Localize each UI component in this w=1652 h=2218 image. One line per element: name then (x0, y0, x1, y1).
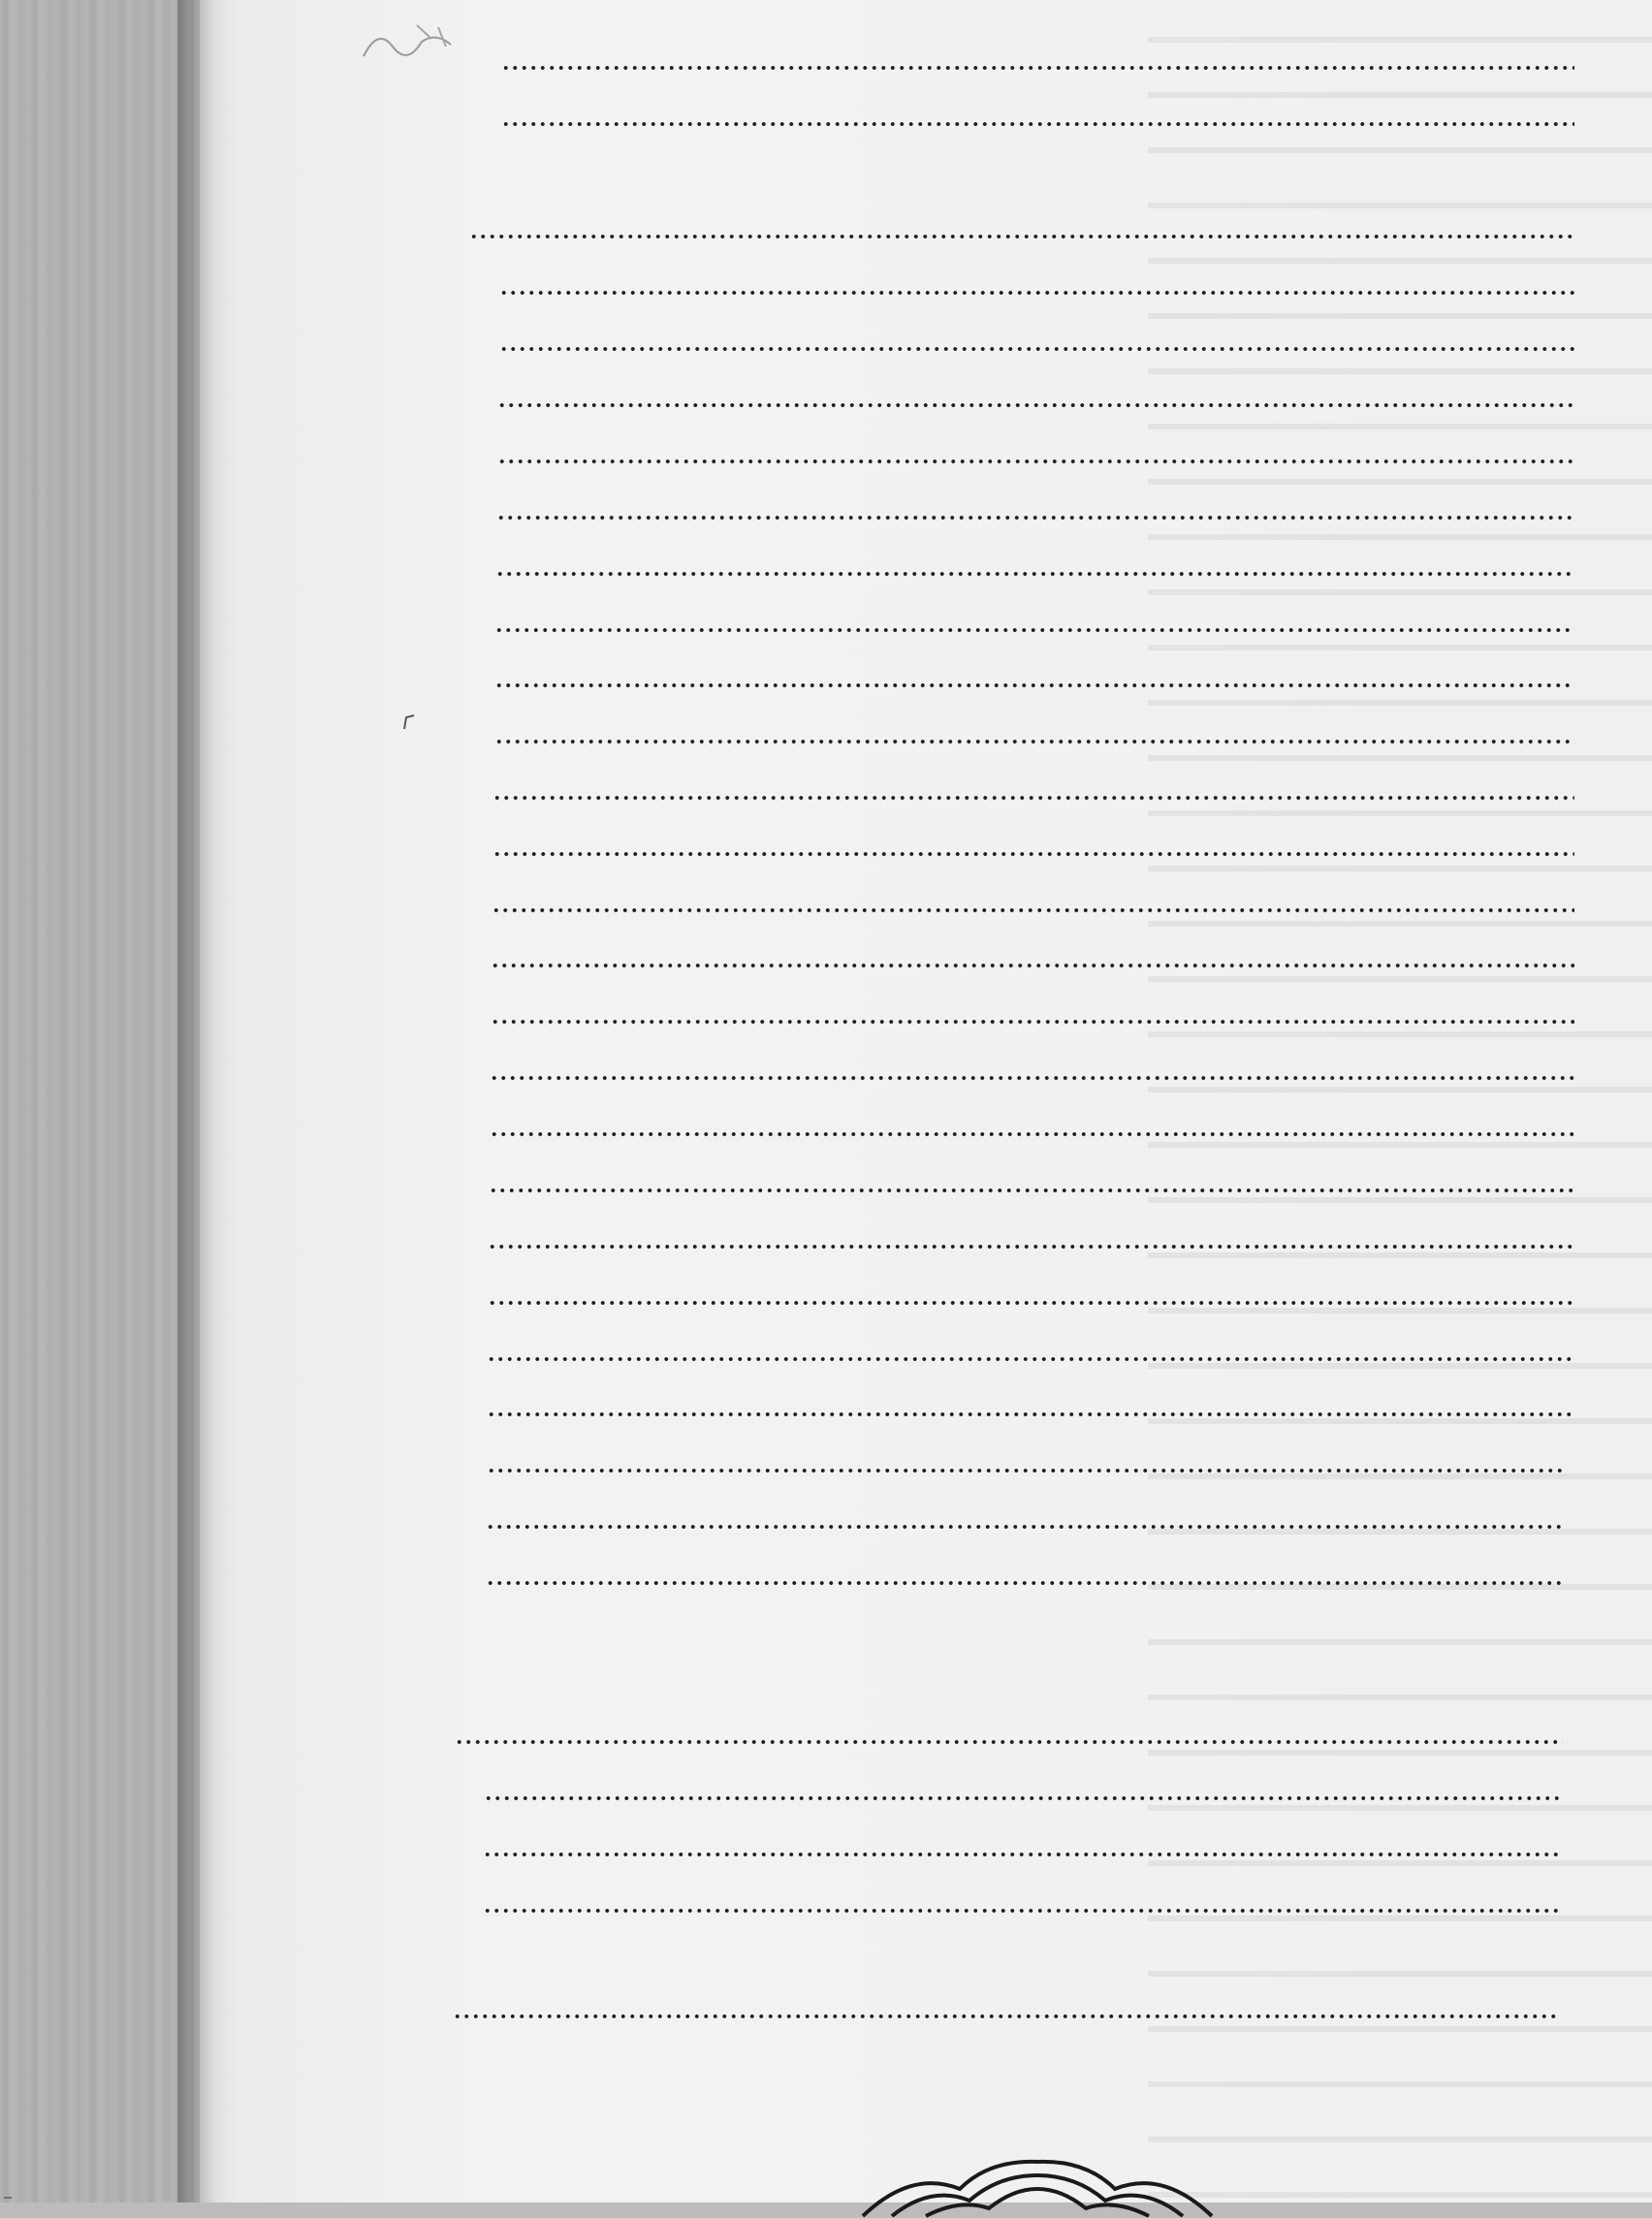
toc-entry (476, 1078, 1590, 1125)
toc-entry (473, 1471, 1580, 1517)
toc-entry (472, 1527, 1580, 1573)
toc-entry (484, 461, 1590, 508)
toc-entry (441, 1742, 1578, 1789)
toc-entry (469, 1854, 1574, 1901)
toc-entry (479, 854, 1590, 901)
toc-entry (486, 349, 1590, 396)
toc-entry (483, 518, 1590, 564)
toc-entry (473, 1359, 1588, 1406)
dot-leader (488, 1245, 1573, 1249)
dot-leader (491, 964, 1574, 967)
dot-leader (490, 1076, 1574, 1080)
toc-entry (469, 1911, 1574, 1957)
toc-section-heading (456, 237, 1590, 283)
toc-entry (486, 293, 1590, 339)
dot-leader (495, 572, 1574, 576)
dot-leader (490, 1132, 1574, 1136)
toc-entry (488, 68, 1590, 114)
toc-entry (439, 2016, 1573, 2063)
dot-leader (469, 235, 1574, 238)
toc-entry (475, 1190, 1588, 1237)
toc-section-heading (470, 1798, 1578, 1845)
dot-leader (489, 1188, 1573, 1192)
dot-leader (497, 459, 1574, 463)
dot-leader (486, 1581, 1565, 1585)
dot-leader (497, 403, 1574, 407)
dot-leader (484, 1796, 1563, 1800)
watermark-text (4, 2197, 12, 2199)
dot-leader (492, 908, 1574, 912)
dot-leader (494, 628, 1574, 632)
toc-entry (488, 124, 1590, 171)
dot-leader (494, 683, 1574, 687)
toc-entry (481, 630, 1590, 677)
dot-leader (499, 347, 1574, 351)
dot-leader (501, 122, 1574, 126)
toc-entry (477, 966, 1590, 1012)
toc-entry (477, 1022, 1590, 1068)
toc-entry (474, 1303, 1588, 1349)
dot-leader (483, 1909, 1559, 1913)
dot-leader (487, 1357, 1573, 1361)
toc-entry (473, 1414, 1588, 1461)
dot-leader (494, 740, 1574, 744)
toc-entry (484, 405, 1590, 452)
toc-entry (476, 1134, 1590, 1181)
dot-leader (491, 1020, 1574, 1024)
toc-entry (479, 798, 1590, 844)
dot-leader (492, 796, 1574, 800)
dot-leader (492, 852, 1574, 856)
dot-leader (496, 516, 1574, 520)
toc-entry (472, 1583, 1580, 1630)
toc-entry (482, 574, 1590, 620)
toc-entry (481, 742, 1590, 788)
dot-leader (453, 2014, 1557, 2018)
dot-leader (499, 291, 1574, 295)
page-number-ornament (853, 2150, 1222, 2218)
dot-leader (486, 1525, 1565, 1529)
toc-entry (478, 910, 1590, 957)
dot-leader (501, 66, 1574, 70)
dot-leader (483, 1853, 1559, 1856)
dot-leader (487, 1412, 1573, 1416)
dot-leader (488, 1301, 1573, 1305)
dot-leader (487, 1469, 1565, 1473)
toc-entry (474, 1247, 1588, 1293)
toc-entry (481, 685, 1590, 732)
dot-leader (455, 1740, 1563, 1744)
